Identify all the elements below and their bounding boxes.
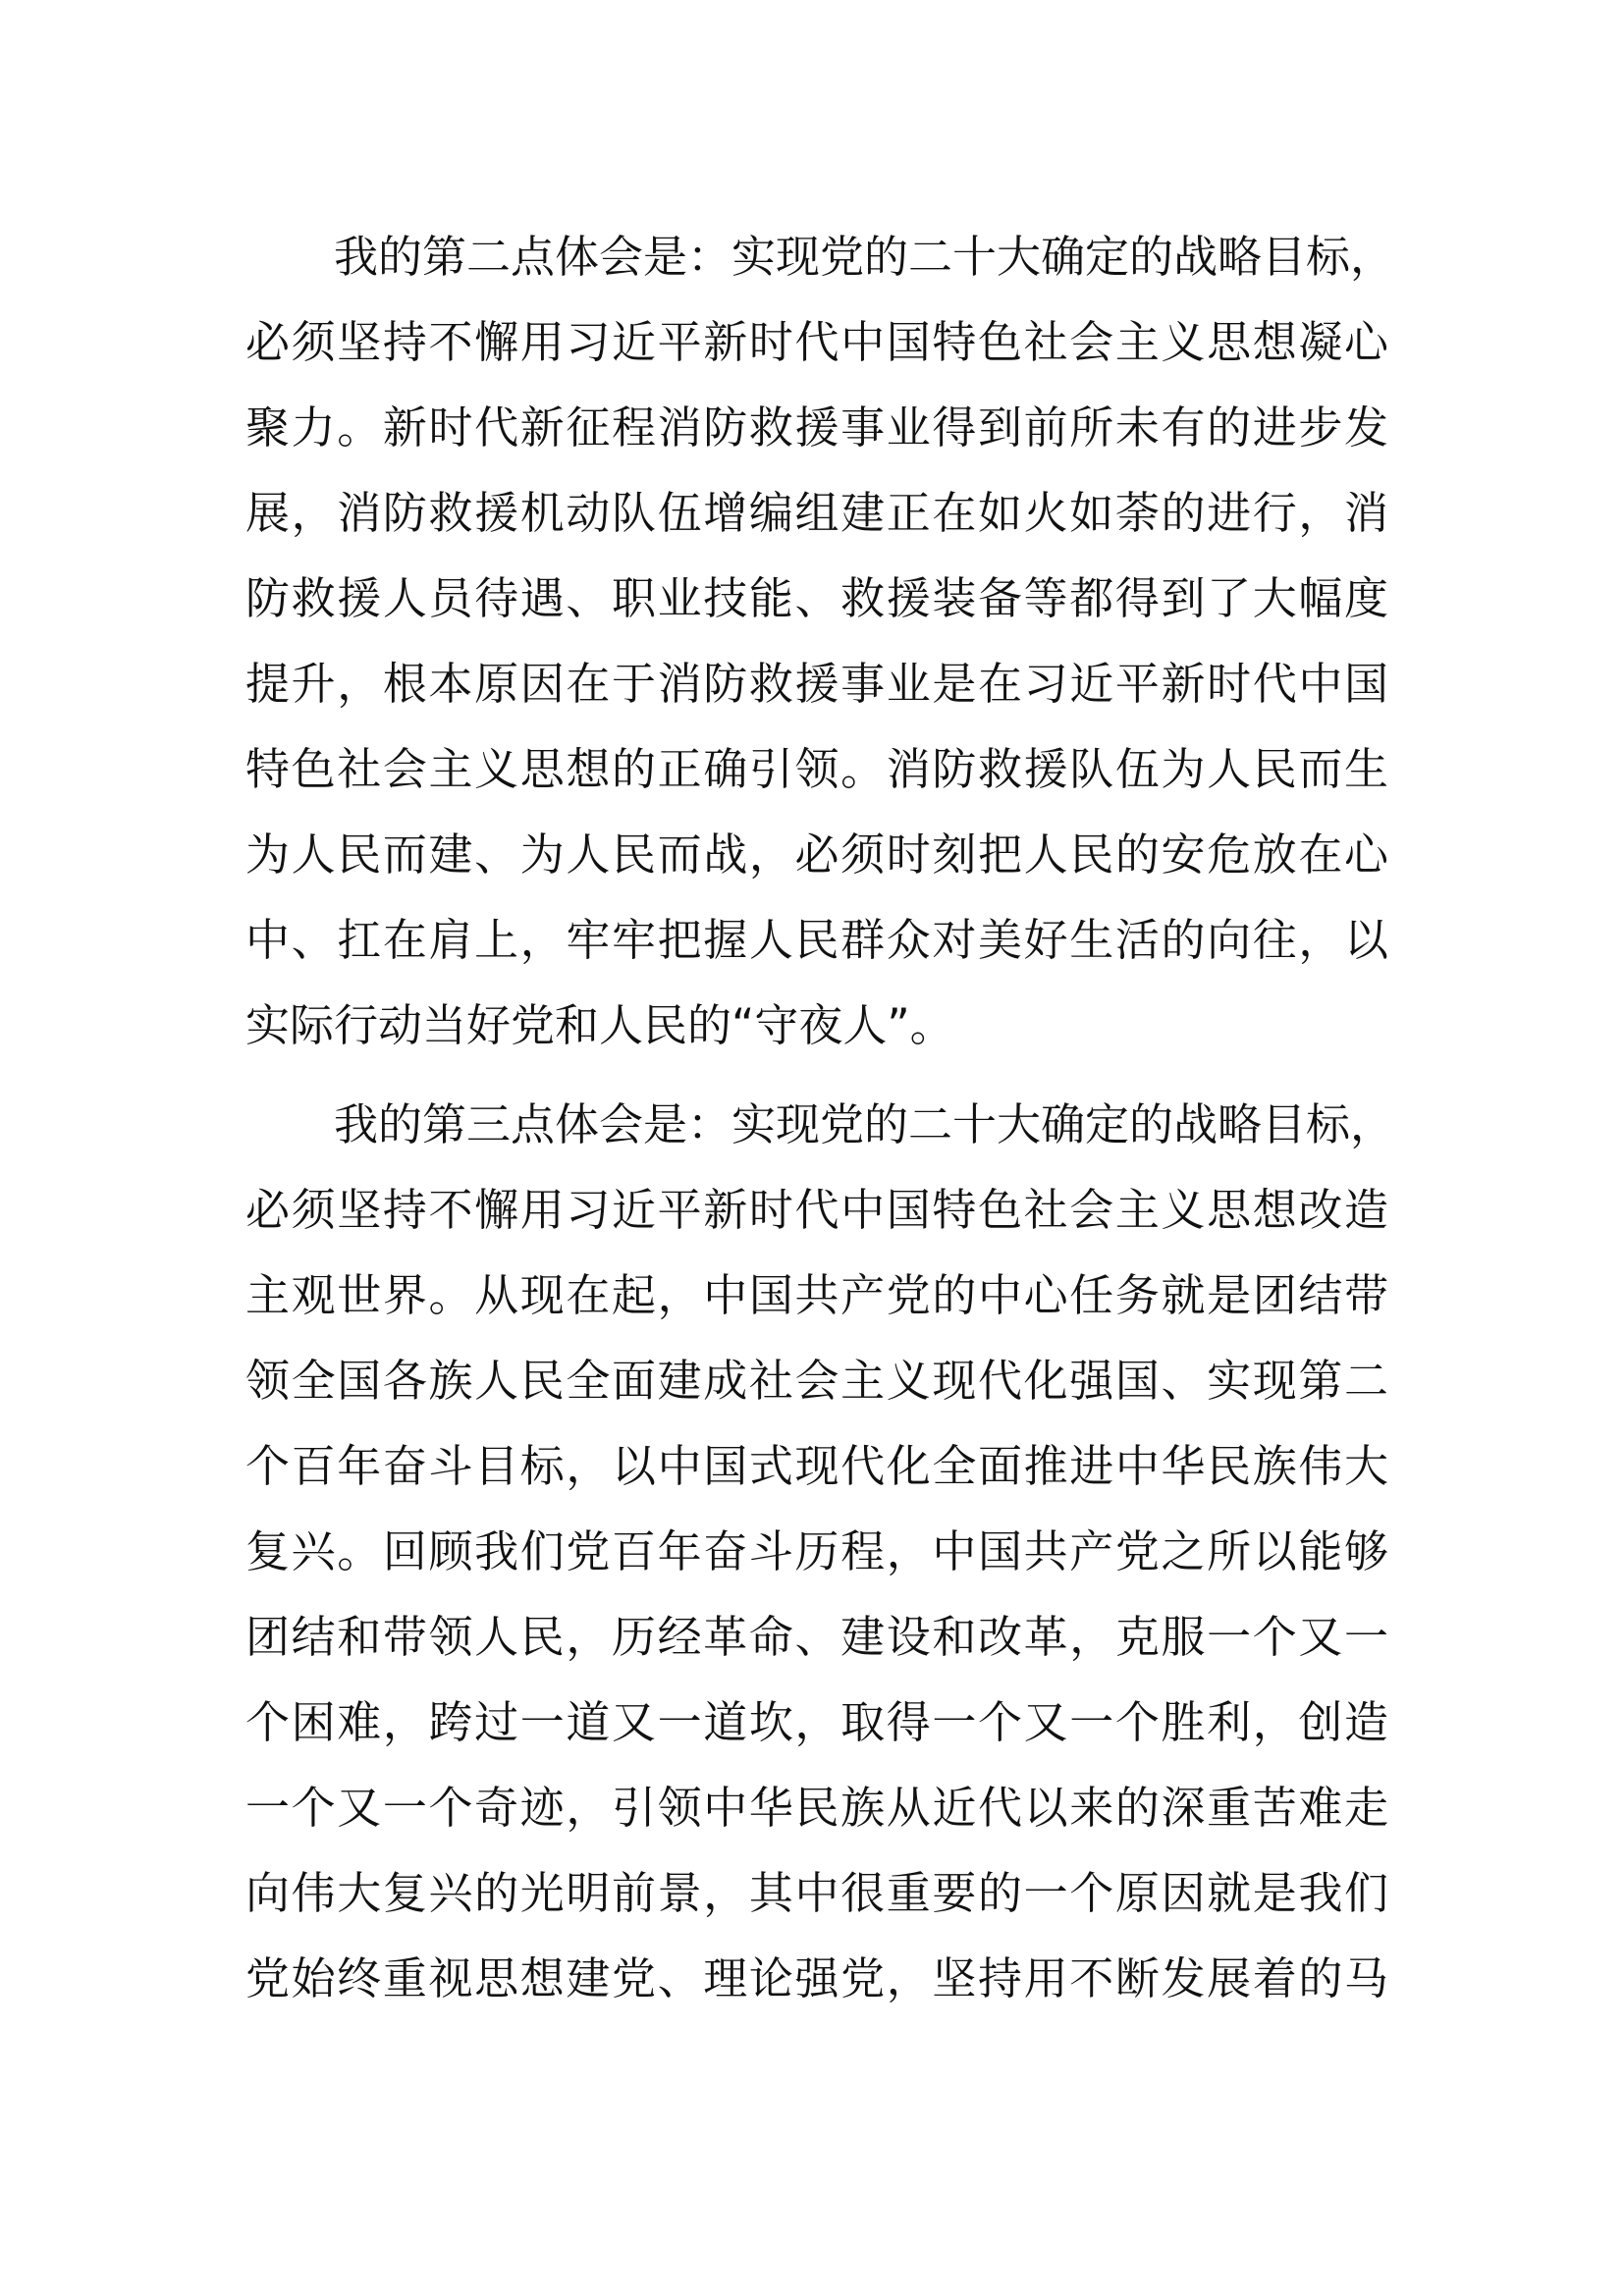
paragraph-third-point: [245, 1082, 1395, 2021]
paragraph-line: 展，消防救援机动队伍增编组建正在如火如荼的进行，消: [245, 487, 1388, 539]
paragraph-line: 党始终重视思想建党、理论强党，坚持用不断发展着的马: [245, 1952, 1388, 2004]
paragraph-line: 必须坚持不懈用习近平新时代中国特色社会主义思想凝心: [245, 316, 1388, 368]
paragraph-line: 必须坚持不懈用习近平新时代中国特色社会主义思想改造: [245, 1184, 1388, 1236]
paragraph-second-point: [245, 214, 1395, 1068]
paragraph-line: 团结和带领人民，历经革命、建设和改革，克服一个又一: [245, 1611, 1388, 1663]
paragraph-line: 为人民而建、为人民而战，必须时刻把人民的安危放在心: [245, 828, 1388, 881]
paragraph-line: 个百年奋斗目标，以中国式现代化全面推进中华民族伟大: [245, 1440, 1388, 1492]
paragraph-line: 主观世界。从现在起，中国共产党的中心任务就是团结带: [245, 1269, 1388, 1321]
paragraph-line: 防救援人员待遇、职业技能、救援装备等都得到了大幅度: [245, 572, 1388, 624]
paragraph-line: 领全国各族人民全面建成社会主义现代化强国、实现第二: [245, 1355, 1388, 1407]
paragraph-line: 我的第二点体会是：实现党的二十大确定的战略目标，: [334, 231, 1395, 283]
paragraph-line: 复兴。回顾我们党百年奋斗历程，中国共产党之所以能够: [245, 1525, 1388, 1577]
paragraph-line: 个困难，跨过一道又一道坎，取得一个又一个胜利，创造: [245, 1696, 1388, 1748]
body-text: [245, 214, 1395, 2021]
paragraph-line: 一个又一个奇迹，引领中华民族从近代以来的深重苦难走: [245, 1782, 1388, 1834]
paragraph-line: 提升，根本原因在于消防救援事业是在习近平新时代中国: [245, 658, 1388, 710]
paragraph-line: 中、扛在肩上，牢牢把握人民群众对美好生活的向往，以: [245, 914, 1388, 966]
paragraph-line: 聚力。新时代新征程消防救援事业得到前所未有的进步发: [245, 401, 1388, 454]
paragraph-line: 我的第三点体会是：实现党的二十大确定的战略目标，: [334, 1098, 1395, 1150]
paragraph-line: 特色社会主义思想的正确引领。消防救援队伍为人民而生: [245, 743, 1388, 795]
paragraph-line: 实际行动当好党和人民的“守夜人”。: [245, 999, 954, 1051]
paragraph-line: 向伟大复兴的光明前景，其中很重要的一个原因就是我们: [245, 1867, 1388, 1919]
